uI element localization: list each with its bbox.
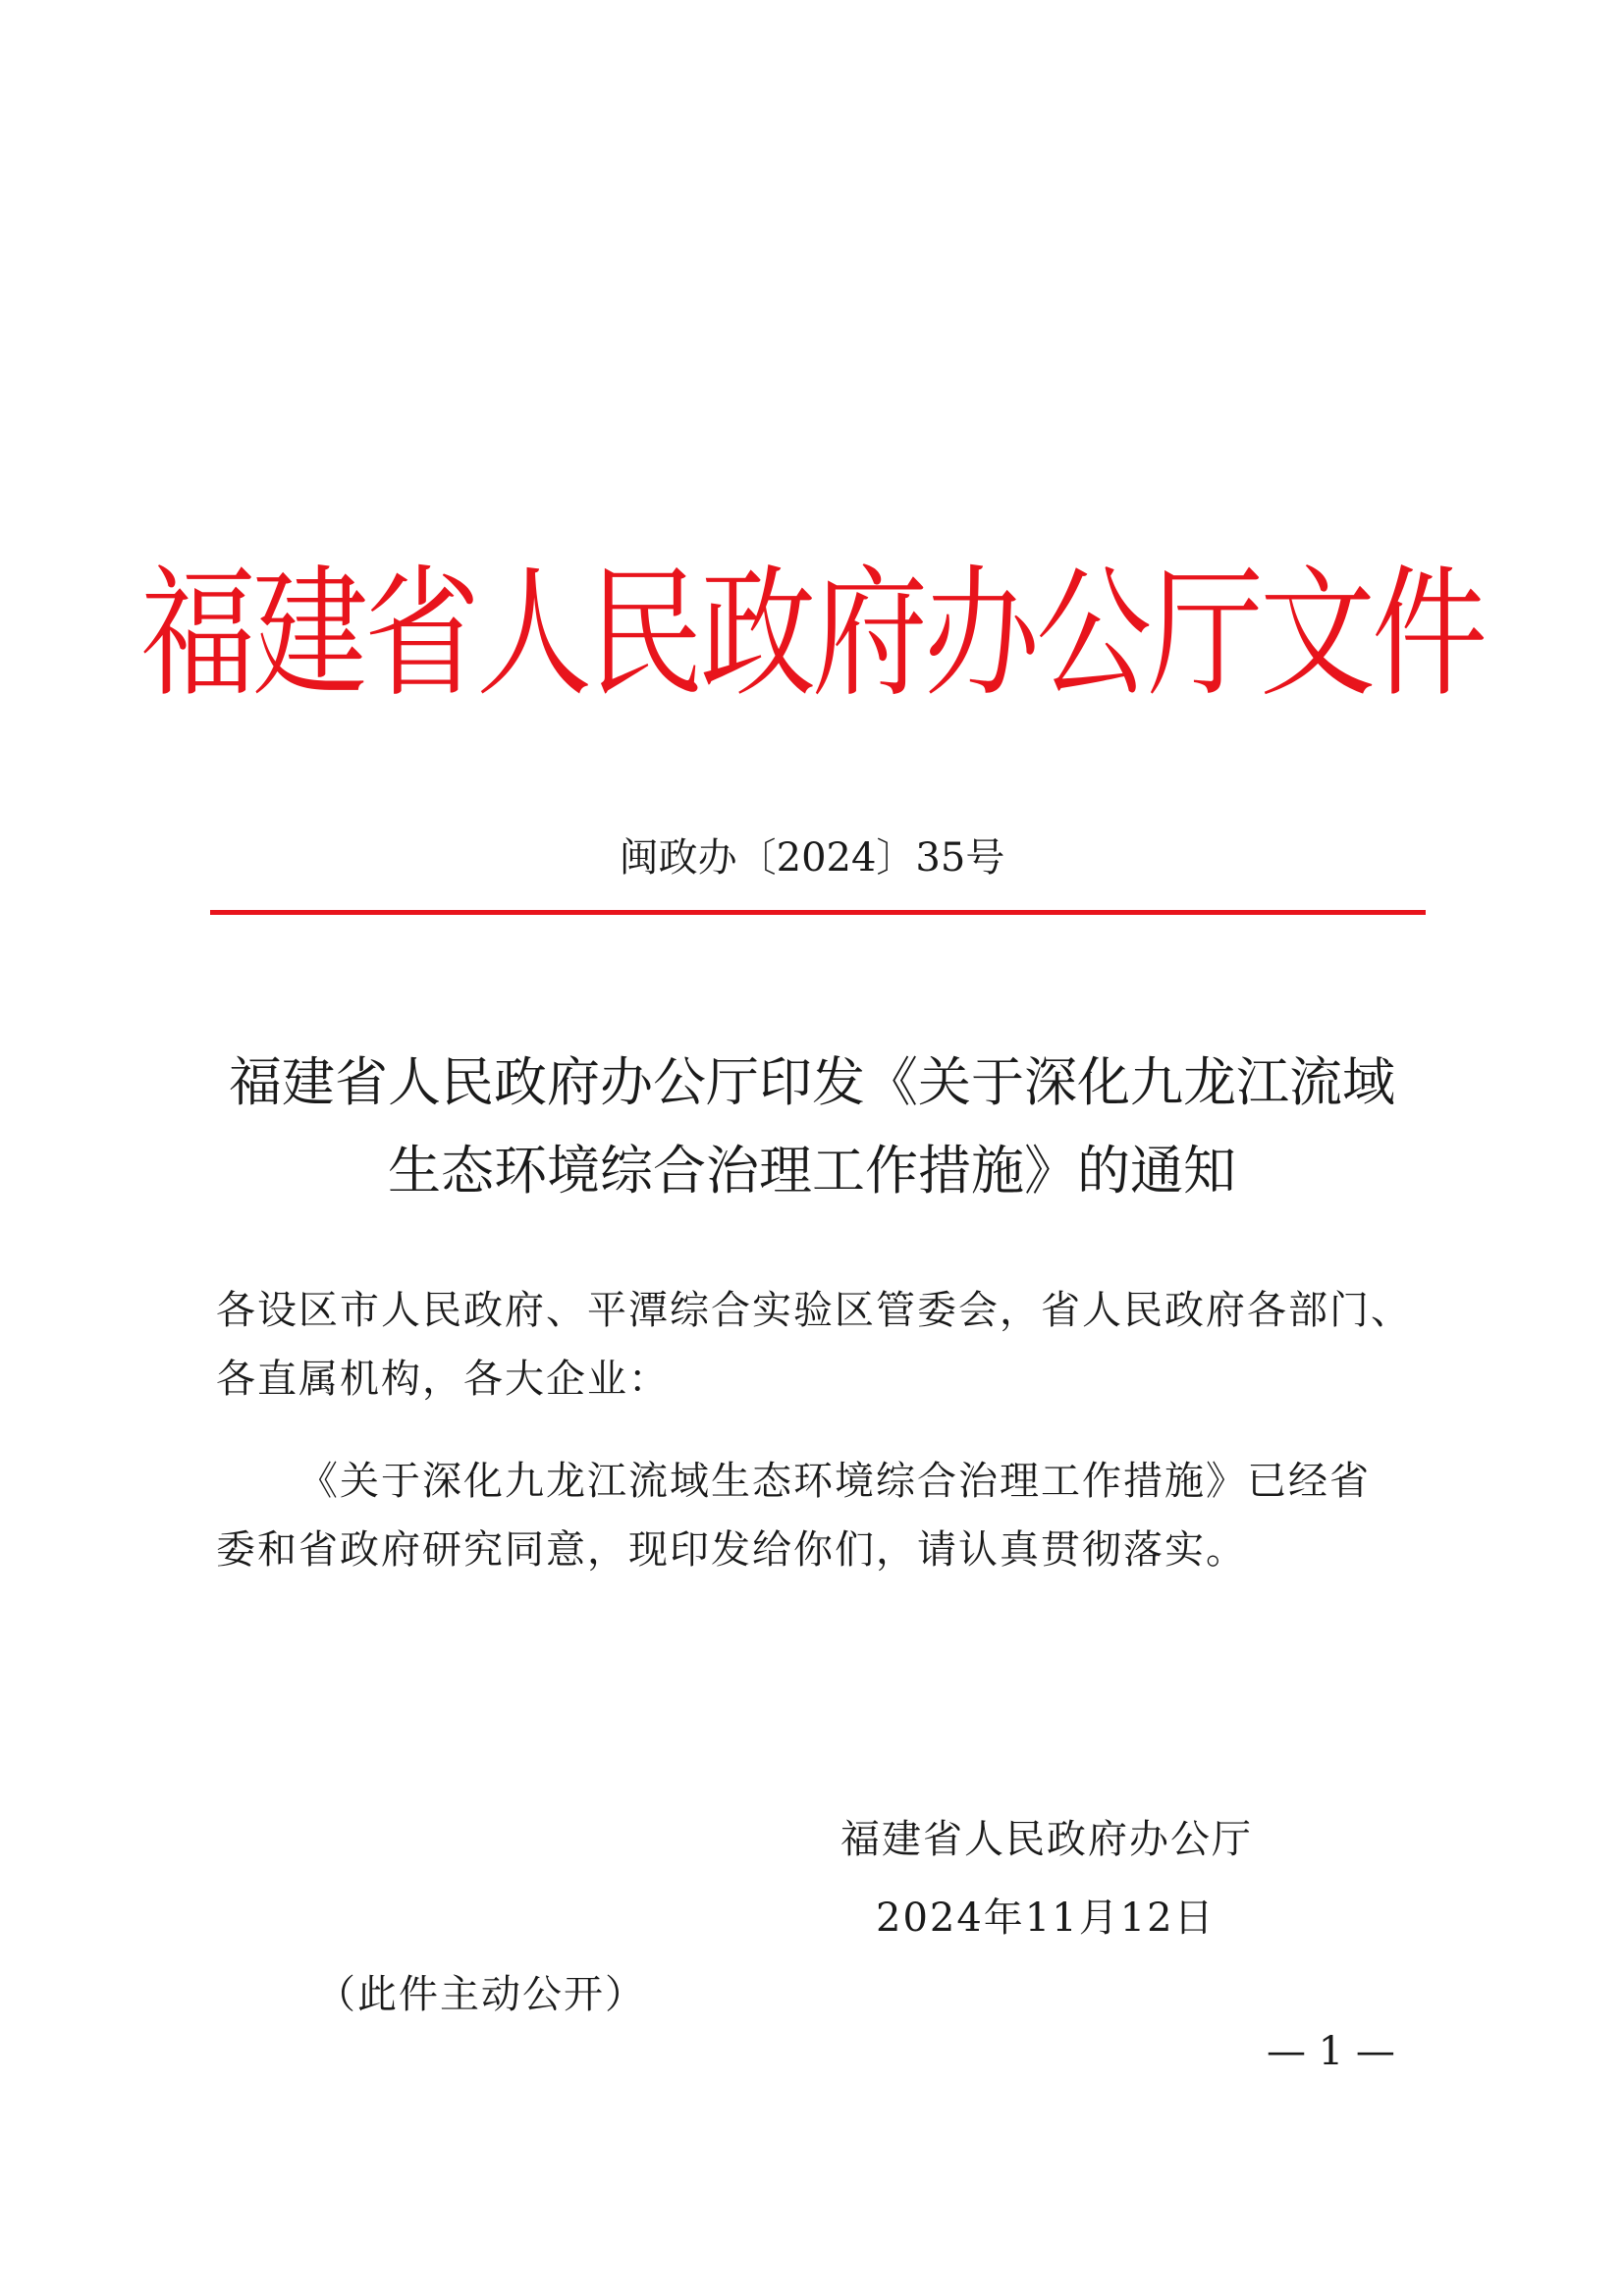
addressee-line-2: 各直属机构，各大企业： (216, 1357, 670, 1402)
issuer-banner: 福建省人民政府办公厅文件 (139, 551, 1484, 717)
body-line-1: 《关于深化九龙江流域生态环境综合治理工作措施》已经省 (298, 1459, 1371, 1504)
signature-issuer: 福建省人民政府办公厅 (840, 1817, 1253, 1862)
title-line-1: 福建省人民政府办公厅印发《关于深化九龙江流域 (229, 1051, 1395, 1113)
red-divider (210, 910, 1426, 915)
signature-date: 2024年11月12日 (876, 1896, 1216, 1941)
document-number: 闽政办〔2024〕35号 (619, 835, 1005, 881)
title-line-2: 生态环境综合治理工作措施》的通知 (388, 1140, 1236, 1201)
body-line-2: 委和省政府研究同意，现印发给你们，请认真贯彻落实。 (216, 1527, 1247, 1573)
disclosure-note: （此件主动公开） (316, 1972, 646, 2017)
addressee (216, 1276, 1418, 1414)
body-paragraph (216, 1447, 1418, 1584)
page-number: — 1 — (1267, 2029, 1395, 2074)
addressee-line-1: 各设区市人民政府、平潭综合实验区管委会，省人民政府各部门、 (216, 1288, 1412, 1333)
document-title (157, 1039, 1467, 1215)
